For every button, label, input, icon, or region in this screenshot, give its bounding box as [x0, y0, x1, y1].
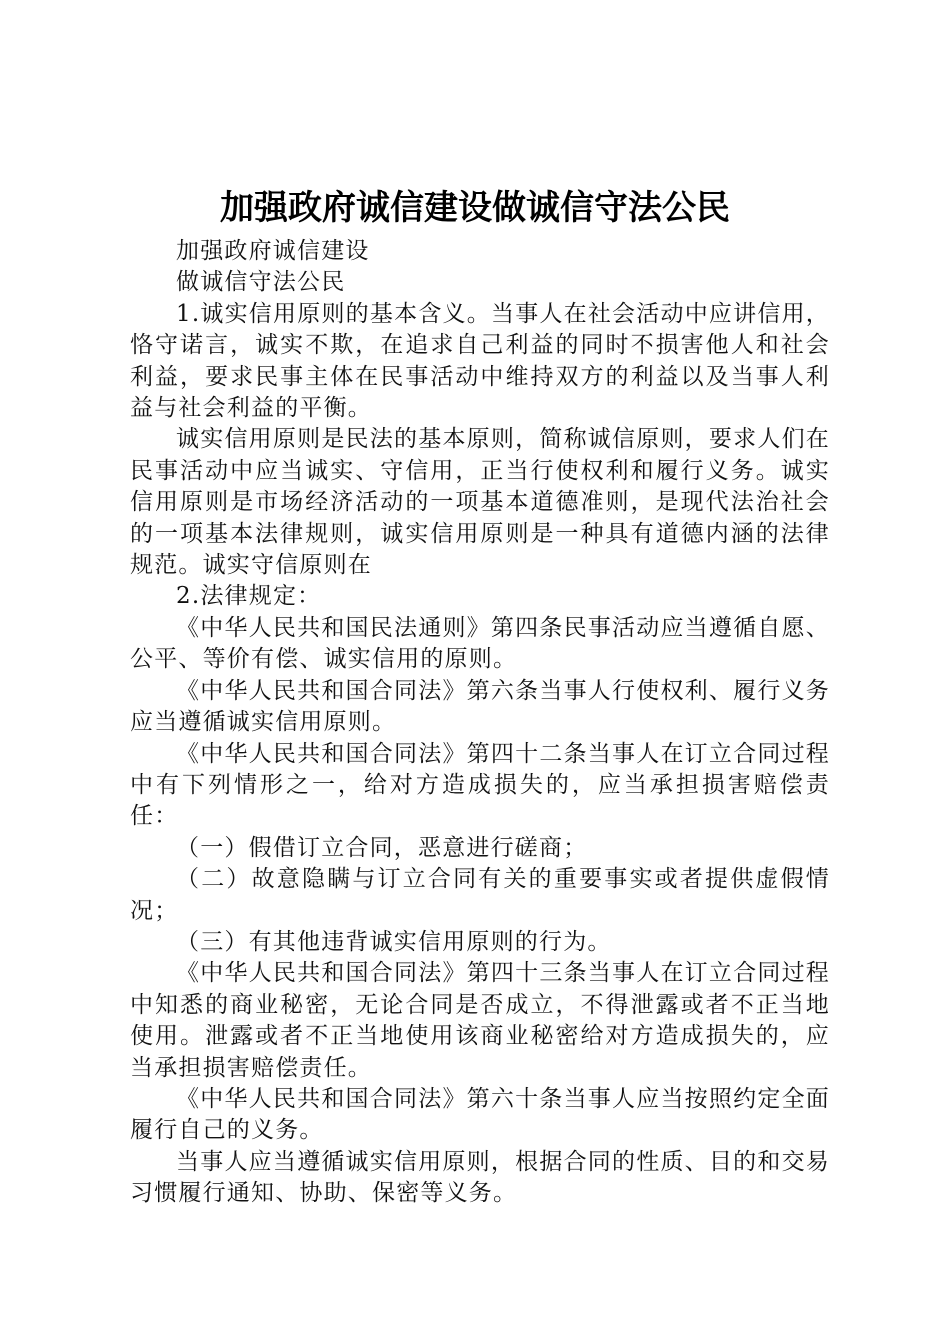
paragraph-good-faith-duties: 当事人应当遵循诚实信用原则，根据合同的性质、目的和交易习惯履行通知、协助、保密等义务。	[130, 1148, 830, 1207]
paragraph-list-item-2: （二）故意隐瞒与订立合同有关的重要事实或者提供虚假情况；	[130, 866, 830, 924]
paragraph-contract-law-article-6: 《中华人民共和国合同法》第六条当事人行使权利、履行义务应当遵循诚实信用原则。	[130, 677, 830, 736]
paragraph-meaning: 1.诚实信用原则的基本含义。当事人在社会活动中应讲信用，恪守诺言，诚实不欺，在追求自己利益的同时不损害他人和社会利益，要求民事主体在民事活动中维持双方的利益以及当事人利益与社会利益的平衡。	[130, 300, 830, 422]
document-title: 加强政府诚信建设做诚信守法公民	[220, 188, 730, 228]
paragraph-contract-law-article-43: 《中华人民共和国合同法》第四十三条当事人在订立合同过程中知悉的商业秘密，无论合同是否成立，不得泄露或者不正当地使用。泄露或者不正当地使用该商业秘密给对方造成损失的，应当承担损害赔偿责任。	[130, 960, 830, 1081]
paragraph-principle: 诚实信用原则是民法的基本原则，简称诚信原则，要求人们在民事活动中应当诚实、守信用，正当行使权利和履行义务。诚实信用原则是市场经济活动的一项基本道德准则，是现代法治社会的一项基本法律规则，诚实信用原则是一种具有道德内涵的法律规范。诚实守信原则在	[130, 426, 830, 579]
paragraph-list-item-3: （三）有其他违背诚实信用原则的行为。	[176, 928, 612, 955]
document-body	[130, 236, 830, 1210]
paragraph-list-item-1: （一）假借订立合同，恶意进行磋商；	[176, 834, 588, 861]
paragraph-subtitle-2: 做诚信守法公民	[176, 269, 346, 296]
paragraph-contract-law-article-60: 《中华人民共和国合同法》第六十条当事人应当按照约定全面履行自己的义务。	[130, 1085, 830, 1144]
paragraph-legal-heading: 2.法律规定：	[176, 583, 322, 610]
paragraph-contract-law-article-42: 《中华人民共和国合同法》第四十二条当事人在订立合同过程中有下列情形之一，给对方造成损失的，应当承担损害赔偿责任：	[130, 740, 830, 830]
paragraph-civil-law-article-4: 《中华人民共和国民法通则》第四条民事活动应当遵循自愿、公平、等价有偿、诚实信用的原则。	[130, 614, 830, 673]
paragraph-subtitle-1: 加强政府诚信建设	[176, 238, 370, 264]
